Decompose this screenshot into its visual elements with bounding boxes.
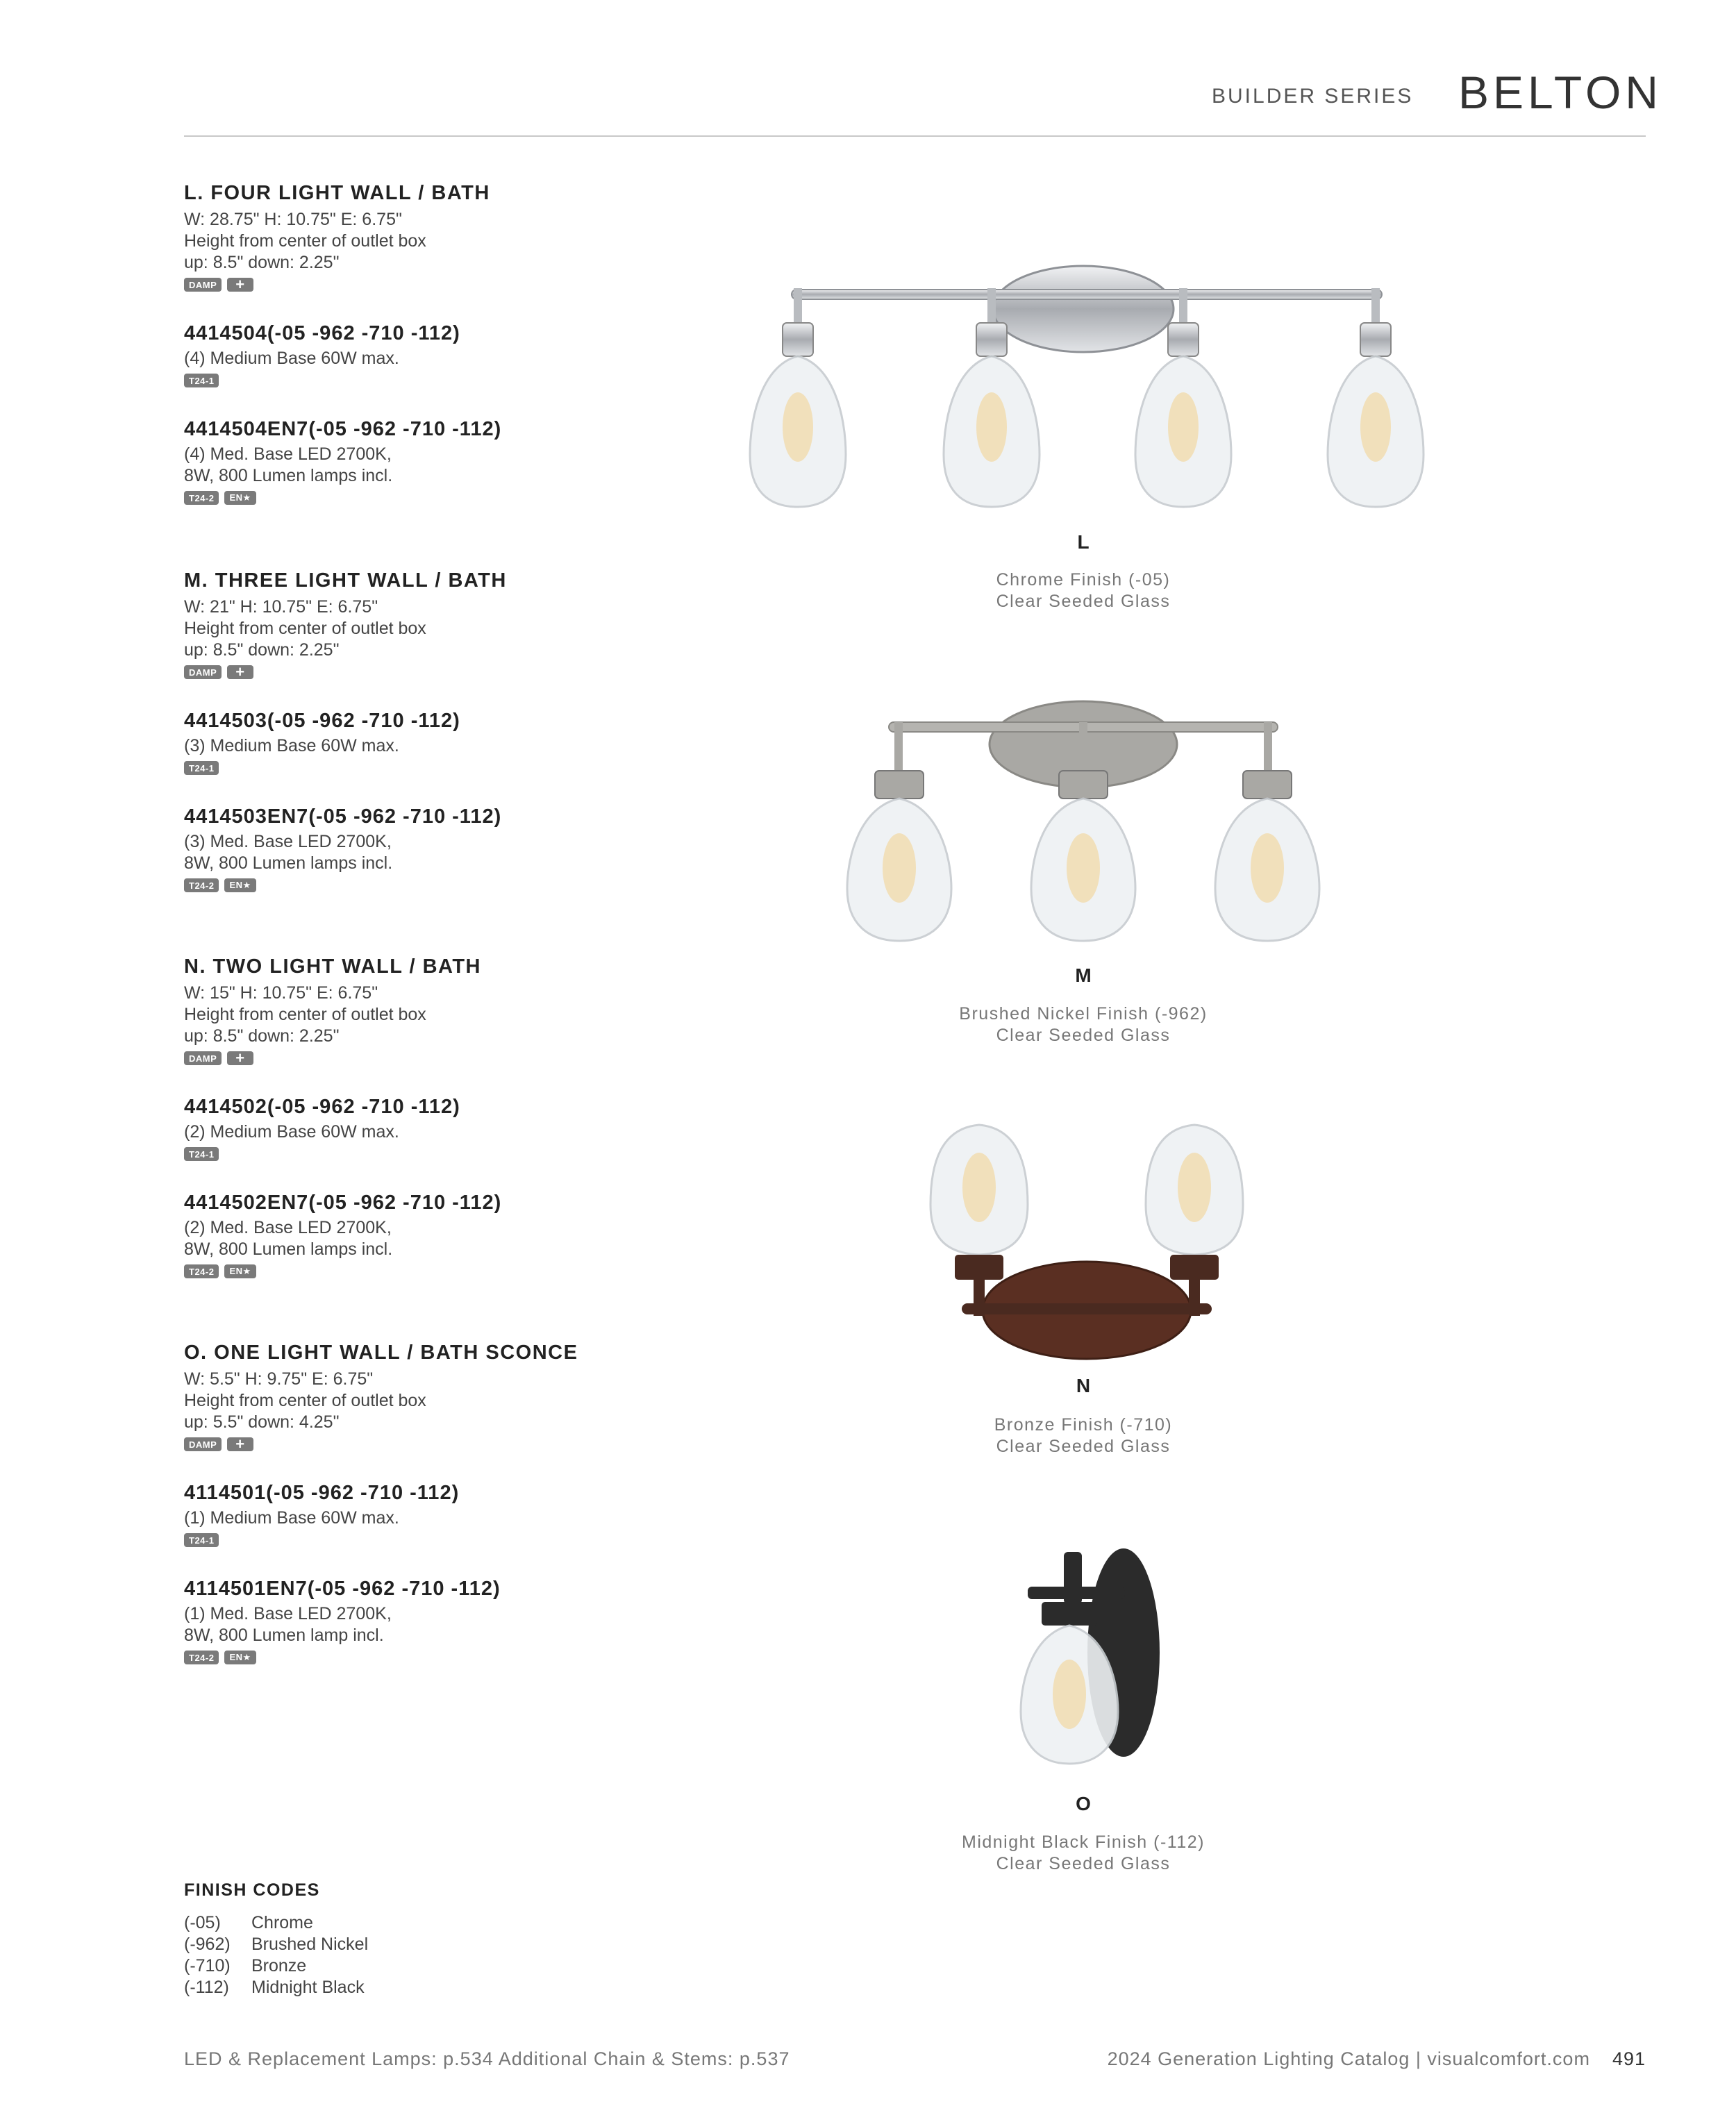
spec-title: O. ONE LIGHT WALL / BATH SCONCE [184,1342,578,1364]
finish-code: (-05) [184,1913,221,1932]
lamp [1328,288,1424,507]
fixture-image-n [903,1121,1271,1378]
model-led-description: (4) Med. Base LED 2700K, [184,444,392,464]
model-number-led: 4414502EN7(-05 -962 -710 -112) [184,1192,502,1214]
model-description: (4) Medium Base 60W max. [184,349,399,368]
finish-code: (-710) [184,1956,231,1975]
model-led-lumens: 8W, 800 Lumen lamp incl. [184,1626,384,1645]
fixture-caption-m [875,1003,1292,1046]
finish-codes-table [184,1912,368,1998]
spec-block-m [184,569,809,892]
spec-outlet-values: up: 8.5" down: 2.25" [184,1026,340,1046]
t24-2-badge: T24-2 [184,1651,219,1664]
lamp [847,722,951,941]
fixture-letter-l: L [1077,531,1090,553]
t24-1-badge: T24-1 [184,1147,219,1161]
spec-outlet-values: up: 8.5" down: 2.25" [184,253,340,272]
glass-type: Clear Seeded Glass [996,1854,1171,1873]
plus-badge: + [227,665,253,679]
finish-name: Brushed Nickel Finish (-962) [959,1004,1208,1024]
finish-name: Chrome [251,1913,313,1932]
finish-name: Bronze [251,1956,307,1975]
model-led-lumens: 8W, 800 Lumen lamps incl. [184,1239,393,1259]
header-divider [184,135,1646,137]
fixture-letter-n: N [1076,1375,1091,1396]
lamp [1215,722,1319,941]
spec-outlet-values: up: 5.5" down: 4.25" [184,1412,340,1432]
footer-catalog [1108,2048,1646,2070]
t24-2-badge: T24-2 [184,1264,219,1278]
spec-block-o [184,1342,809,1664]
fixture-image-m [806,687,1354,951]
finish-name: Bronze Finish (-710) [994,1415,1173,1435]
finish-code-row [184,1977,368,1998]
finish-code: (-112) [184,1978,229,1997]
spec-dimensions: W: 21" H: 10.75" E: 6.75" [184,597,378,617]
spec-title: L. FOUR LIGHT WALL / BATH [184,182,490,204]
model-led-lumens: 8W, 800 Lumen lamps incl. [184,853,393,873]
footer-references: LED & Replacement Lamps: p.534 Additional Chain & Stems: p.537 [184,2048,790,2069]
damp-badge: DAMP [184,1051,222,1065]
model-number-led: 4414504EN7(-05 -962 -710 -112) [184,418,502,440]
spec-outlet-height: Height from center of outlet box [184,619,426,638]
spec-outlet-values: up: 8.5" down: 2.25" [184,640,340,660]
model-number: 4414503(-05 -962 -710 -112) [184,710,460,732]
spec-block-l [184,182,809,505]
finish-name: Midnight Black Finish (-112) [962,1832,1205,1852]
model-led-description: (2) Med. Base LED 2700K, [184,1218,392,1237]
model-number-led: 4414503EN7(-05 -962 -710 -112) [184,805,502,828]
model-led-lumens: 8W, 800 Lumen lamps incl. [184,466,393,485]
page-number: 491 [1612,2048,1646,2069]
t24-1-badge: T24-1 [184,761,219,775]
model-description: (1) Medium Base 60W max. [184,1508,399,1528]
spec-dimensions: W: 15" H: 10.75" E: 6.75" [184,983,378,1003]
model-number: 4414502(-05 -962 -710 -112) [184,1096,460,1118]
footer-catalog-text: 2024 Generation Lighting Catalog | visualcomfort.com [1107,2048,1590,2069]
fixture-image-o [1000,1538,1180,1774]
rating-badges [184,278,809,292]
spec-dimensions: W: 5.5" H: 9.75" E: 6.75" [184,1369,374,1389]
model-description: (2) Medium Base 60W max. [184,1122,399,1142]
model-number: 4114501(-05 -962 -710 -112) [184,1482,460,1504]
energy-star-badge: EN★ [224,1264,256,1278]
lamp [750,288,846,507]
finish-code-row [184,1955,368,1977]
fixture-image-l [729,247,1451,517]
damp-badge: DAMP [184,1437,222,1451]
energy-star-badge: EN★ [224,1651,256,1664]
fixture-letter-o: O [1076,1793,1091,1814]
fixture-caption-l [875,569,1292,612]
model-led-description: (3) Med. Base LED 2700K, [184,832,392,851]
t24-2-badge: T24-2 [184,878,219,892]
finish-name: Midnight Black [251,1978,365,1997]
finish-codes-title: FINISH CODES [184,1880,320,1900]
finish-code: (-962) [184,1935,231,1954]
t24-2-badge: T24-2 [184,491,219,505]
spec-title: M. THREE LIGHT WALL / BATH [184,569,507,592]
spec-outlet-height: Height from center of outlet box [184,1391,426,1410]
glass-type: Clear Seeded Glass [996,1437,1171,1456]
energy-star-badge: EN★ [224,878,256,892]
t24-1-badge: T24-1 [184,1533,219,1547]
spec-title: N. TWO LIGHT WALL / BATH [184,955,481,978]
glass-type: Clear Seeded Glass [996,1026,1171,1045]
finish-code-row [184,1934,368,1955]
spec-outlet-height: Height from center of outlet box [184,1005,426,1024]
spec-block-n [184,955,809,1278]
glass-type: Clear Seeded Glass [996,592,1171,611]
model-number: 4414504(-05 -962 -710 -112) [184,322,460,344]
energy-star-badge: EN★ [224,491,256,505]
plus-badge: + [227,1051,253,1065]
spec-dimensions: W: 28.75" H: 10.75" E: 6.75" [184,210,402,229]
t24-1-badge: T24-1 [184,374,219,387]
collection-title: BELTON [1458,67,1662,118]
damp-badge: DAMP [184,278,222,292]
model-number-led: 4114501EN7(-05 -962 -710 -112) [184,1578,501,1600]
finish-name: Chrome Finish (-05) [996,570,1171,590]
model-led-description: (1) Med. Base LED 2700K, [184,1604,392,1623]
series-label: BUILDER SERIES [1212,85,1414,108]
plus-badge: + [227,1437,253,1451]
finish-code-row [184,1912,368,1934]
model-description: (3) Medium Base 60W max. [184,736,399,755]
fixture-letter-m: M [1075,964,1092,986]
fixture-caption-n [875,1414,1292,1457]
plus-badge: + [227,278,253,292]
spec-outlet-height: Height from center of outlet box [184,231,426,251]
finish-name: Brushed Nickel [251,1935,369,1954]
damp-badge: DAMP [184,665,222,679]
fixture-caption-o [875,1832,1292,1875]
